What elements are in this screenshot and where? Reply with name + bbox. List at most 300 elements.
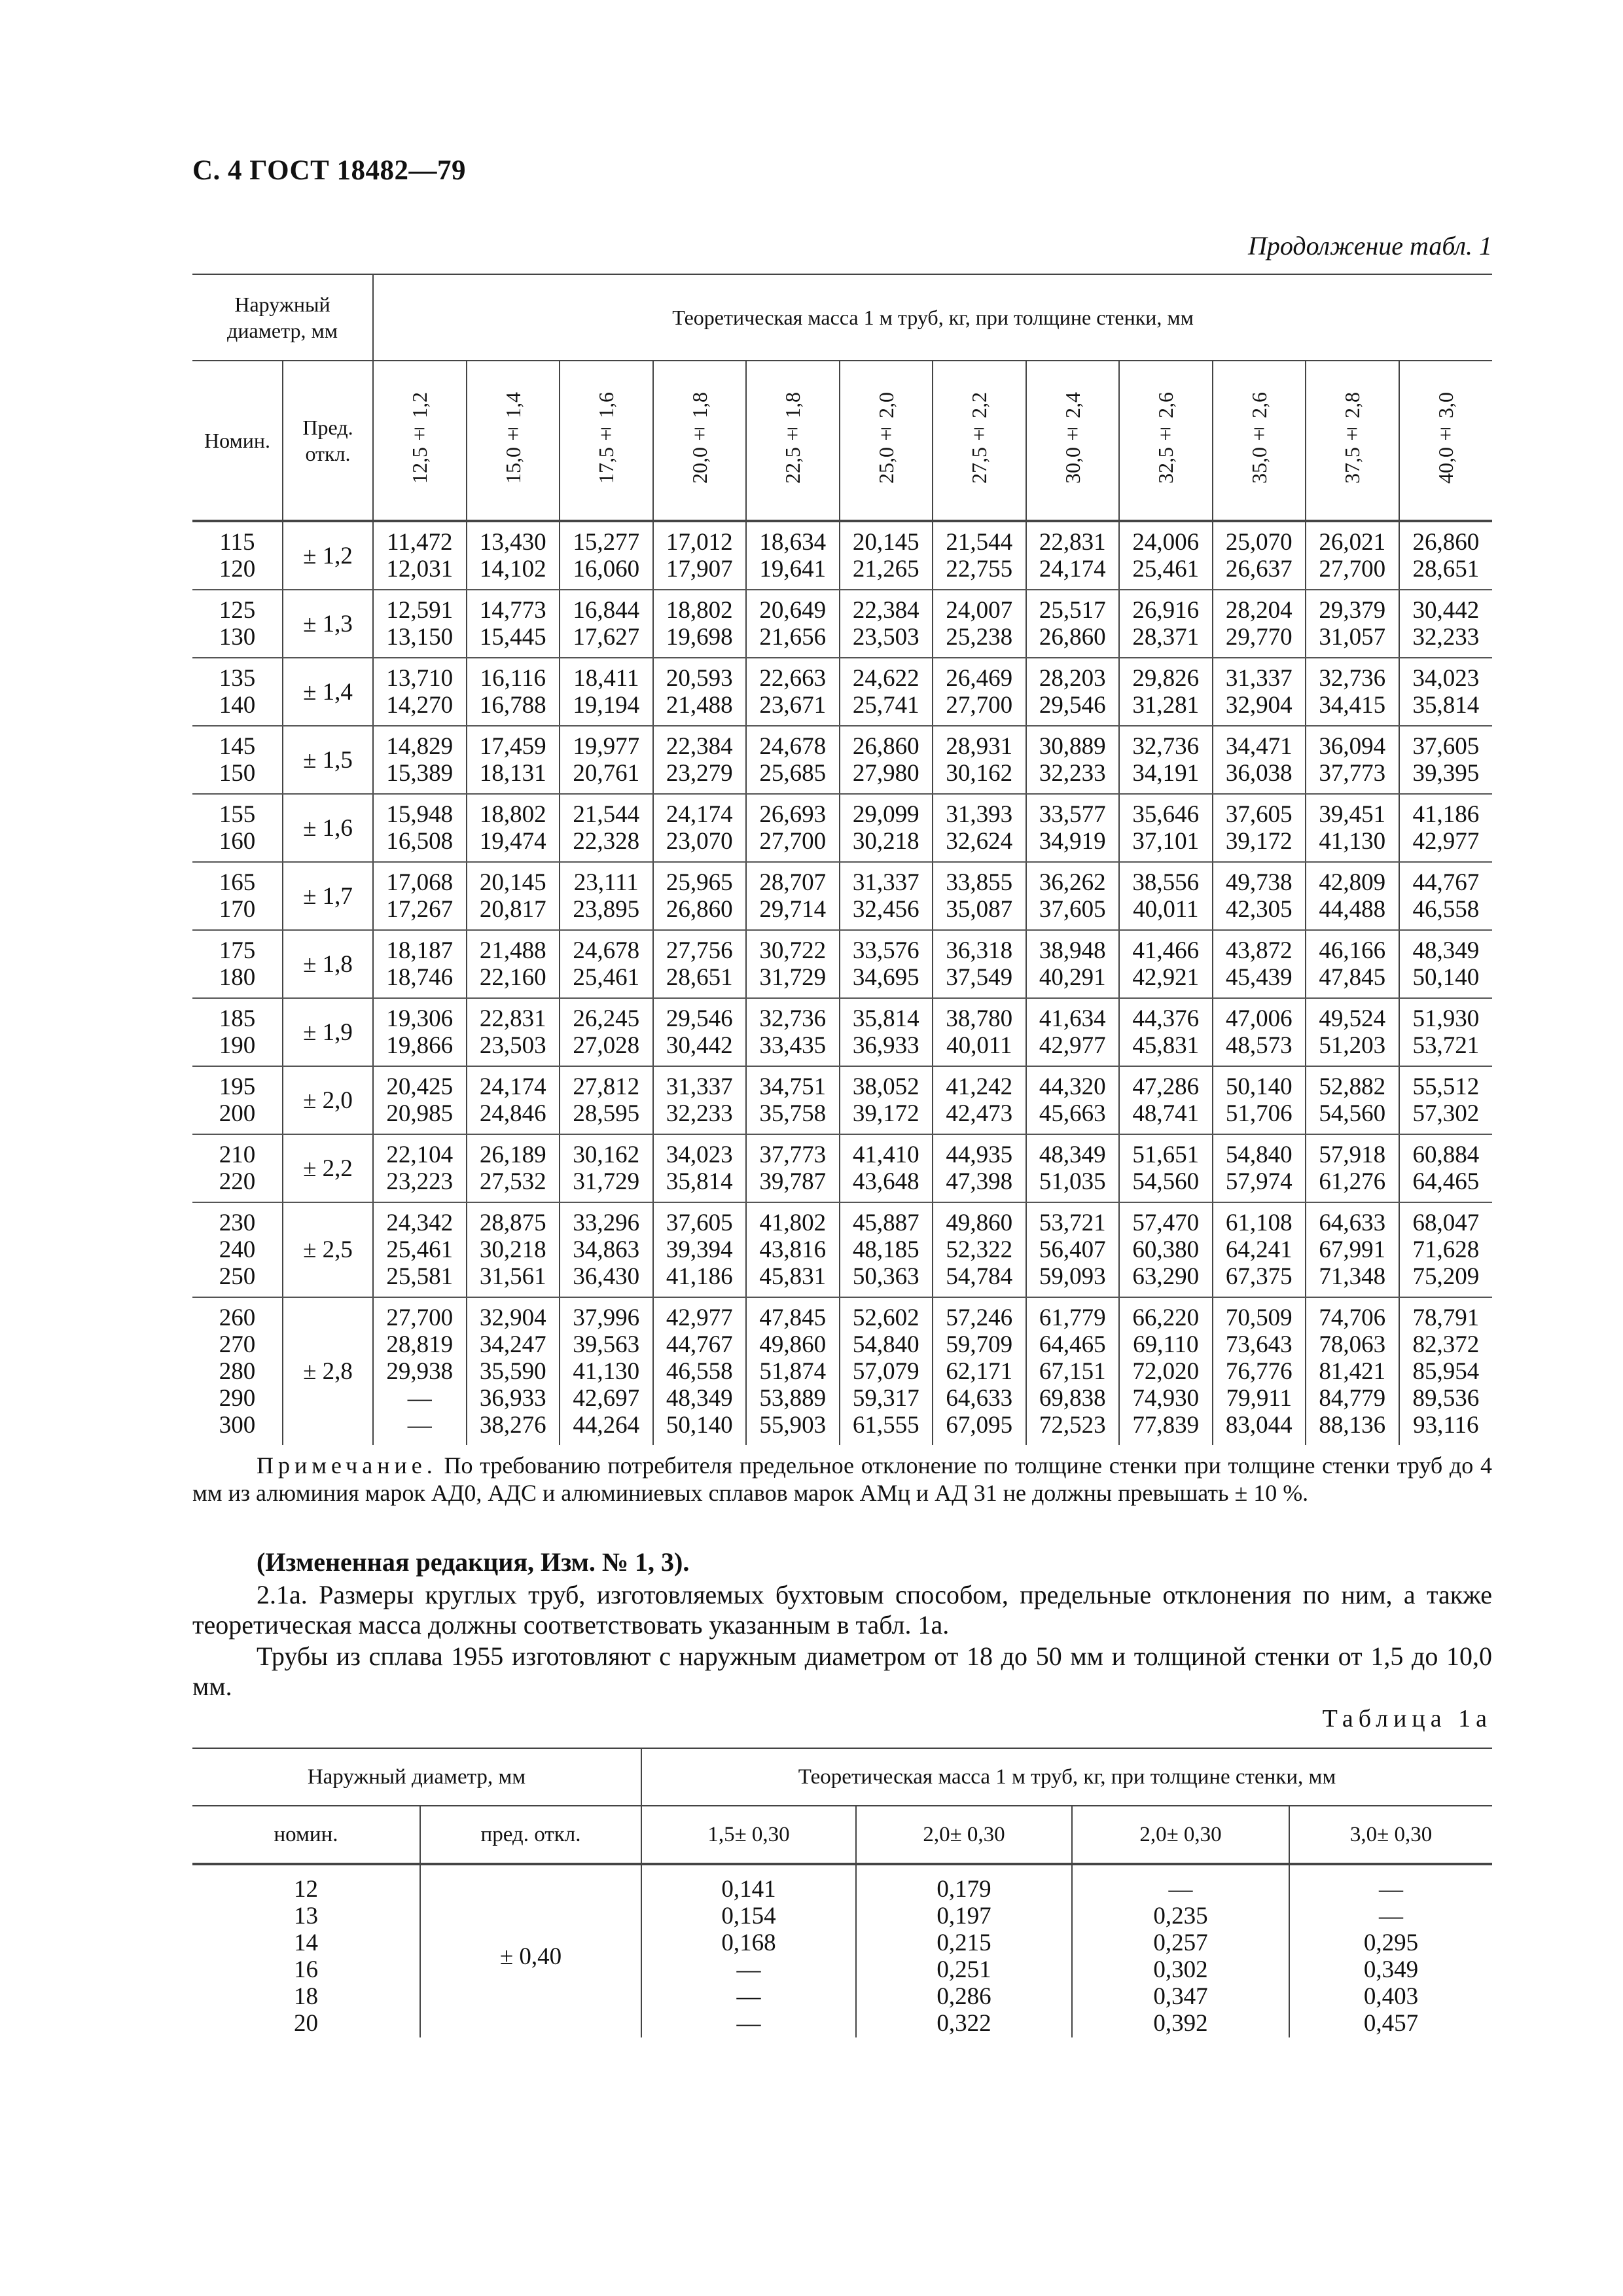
mass-cell-value: 28,595	[573, 1100, 640, 1127]
mass-cell-value: 25,685	[759, 760, 827, 787]
mass-cell-value: 25,461	[573, 964, 640, 991]
mass-cell	[653, 930, 747, 998]
mass-cell-value: 45,831	[1132, 1032, 1200, 1059]
thickness-header	[746, 361, 840, 521]
mass-cell	[1306, 1134, 1399, 1202]
mass-cell	[1306, 794, 1399, 862]
mass-cell-value: 13,150	[386, 624, 454, 651]
t1a-nominal-cell	[192, 1864, 420, 2037]
nominal-diameter-cell	[192, 1066, 283, 1134]
mass-cell-value: 18,411	[573, 665, 639, 692]
tolerance-cell: ± 1,9	[283, 998, 373, 1066]
mass-cell	[560, 726, 653, 794]
thickness-header-label: 12,5± 1,2	[408, 391, 432, 484]
mass-cell-value: 31,393	[946, 801, 1013, 828]
mass-cell-value: 18,746	[386, 964, 454, 991]
mass-cell-value: 22,755	[946, 556, 1013, 583]
mass-cell-value: 32,904	[479, 1304, 546, 1331]
t1a-col-nominal: номин.	[192, 1806, 420, 1864]
mass-cell-value: 23,070	[666, 828, 733, 855]
mass-cell-value: 16,116	[480, 665, 546, 692]
mass-cell-value: 53,721	[1039, 1210, 1106, 1236]
tolerance-cell: ± 1,5	[283, 726, 373, 794]
mass-cell-value: 19,977	[573, 733, 640, 760]
mass-cell-value: 33,577	[1039, 801, 1106, 828]
col-nominal: Номин.	[192, 361, 283, 521]
mass-cell	[467, 726, 560, 794]
nominal-diameter-cell-value: 200	[219, 1100, 256, 1127]
mass-cell	[467, 658, 560, 726]
mass-cell	[1213, 794, 1306, 862]
mass-cell-value: 30,218	[479, 1236, 546, 1263]
mass-cell-value: 64,241	[1225, 1236, 1293, 1263]
mass-cell	[373, 862, 467, 930]
mass-cell	[746, 726, 840, 794]
mass-cell	[467, 521, 560, 590]
mass-cell	[1119, 862, 1213, 930]
mass-cell-value: 74,706	[1319, 1304, 1386, 1331]
mass-cell-value: 23,671	[759, 692, 827, 719]
mass-cell-value: 47,286	[1132, 1073, 1200, 1100]
mass-cell-value: 35,646	[1132, 801, 1200, 828]
mass-cell	[1306, 1066, 1399, 1134]
mass-cell-value: 27,980	[852, 760, 919, 787]
mass-cell-value: 24,006	[1132, 529, 1200, 556]
mass-cell-value: 39,172	[1225, 828, 1293, 855]
nominal-diameter-cell-value: 115	[219, 529, 255, 556]
mass-cell-value: 23,895	[573, 896, 640, 923]
mass-cell	[1213, 1202, 1306, 1297]
mass-cell-value: 36,933	[479, 1385, 546, 1412]
t1a-mass-cell-value: 0,168	[721, 1929, 776, 1956]
mass-cell-value: 27,028	[573, 1032, 640, 1059]
mass-cell	[1399, 794, 1493, 862]
mass-cell	[840, 658, 933, 726]
thickness-header	[1213, 361, 1306, 521]
mass-cell-value: 52,322	[946, 1236, 1013, 1263]
mass-cell-value: 23,111	[573, 869, 639, 896]
mass-cell-value: —	[407, 1385, 432, 1412]
mass-cell-value: 44,488	[1319, 896, 1386, 923]
mass-cell	[653, 862, 747, 930]
mass-cell-value: 81,421	[1319, 1358, 1386, 1385]
t1a-mass-cell-value: 0,141	[721, 1876, 776, 1903]
mass-cell-value: 39,451	[1319, 801, 1386, 828]
thickness-header-label: 22,5± 1,8	[781, 391, 805, 484]
t1a-mass-cell	[641, 1864, 856, 2037]
mass-cell-value: 34,023	[1412, 665, 1480, 692]
nominal-diameter-cell-value: 300	[219, 1412, 256, 1439]
table-row	[192, 862, 1492, 930]
mass-cell-value: 42,977	[666, 1304, 733, 1331]
mass-cell-value: 26,637	[1225, 556, 1293, 583]
mass-cell-value: —	[407, 1412, 432, 1439]
tolerance-cell: ± 1,6	[283, 794, 373, 862]
mass-cell-value: 23,279	[666, 760, 733, 787]
mass-cell-value: 26,860	[1039, 624, 1106, 651]
nominal-diameter-cell-value: 160	[219, 828, 256, 855]
mass-cell-value: 72,523	[1039, 1412, 1106, 1439]
mass-cell-value: 33,576	[852, 937, 919, 964]
mass-cell	[746, 1134, 840, 1202]
nominal-diameter-cell	[192, 998, 283, 1066]
mass-cell-value: 24,174	[1039, 556, 1106, 583]
mass-cell-value: 69,110	[1133, 1331, 1199, 1358]
mass-cell	[1213, 658, 1306, 726]
mass-cell-value: 21,488	[666, 692, 733, 719]
table-row	[192, 998, 1492, 1066]
thickness-header-label: 37,5± 2,8	[1340, 391, 1364, 484]
mass-cell-value: 29,099	[852, 801, 919, 828]
mass-cell-value: 12,031	[386, 556, 454, 583]
mass-cell-value: 17,459	[479, 733, 546, 760]
mass-cell-value: 32,736	[1132, 733, 1200, 760]
mass-cell-value: 37,996	[573, 1304, 640, 1331]
mass-cell-value: 42,977	[1039, 1032, 1106, 1059]
mass-cell-value: 30,162	[573, 1141, 640, 1168]
mass-cell-value: 49,738	[1225, 869, 1293, 896]
mass-cell	[840, 862, 933, 930]
col-tolerance: Пред. откл.	[283, 361, 373, 521]
mass-cell-value: 47,845	[759, 1304, 827, 1331]
mass-cell-value: 51,874	[759, 1358, 827, 1385]
mass-cell-value: 27,700	[759, 828, 827, 855]
mass-cell-value: 31,337	[1225, 665, 1293, 692]
mass-cell-value: 30,889	[1039, 733, 1106, 760]
mass-cell-value: 57,470	[1132, 1210, 1200, 1236]
tolerance-cell: ± 1,3	[283, 590, 373, 658]
mass-cell-value: 41,242	[946, 1073, 1013, 1100]
thickness-header-label: 35,0± 2,6	[1247, 391, 1271, 484]
mass-cell-value: 83,044	[1225, 1412, 1293, 1439]
t1a-mass-cell-value: —	[736, 2010, 761, 2037]
table-row	[192, 521, 1492, 590]
tolerance-cell: ± 2,2	[283, 1134, 373, 1202]
thickness-header	[653, 361, 747, 521]
mass-cell-value: 13,710	[386, 665, 454, 692]
mass-cell-value: 26,021	[1319, 529, 1386, 556]
mass-cell-value: 40,011	[946, 1032, 1012, 1059]
mass-cell	[373, 521, 467, 590]
mass-cell-value: 18,131	[479, 760, 546, 787]
mass-cell-value: 37,605	[1412, 733, 1480, 760]
nominal-diameter-cell-value: 170	[219, 896, 256, 923]
mass-cell-value: 35,814	[1412, 692, 1480, 719]
mass-cell-value: 44,264	[573, 1412, 640, 1439]
mass-cell	[1306, 521, 1399, 590]
mass-cell	[840, 794, 933, 862]
mass-cell	[933, 1134, 1026, 1202]
mass-cell-value: 64,633	[946, 1385, 1013, 1412]
mass-cell-value: 33,296	[573, 1210, 640, 1236]
mass-cell-value: 18,187	[386, 937, 454, 964]
mass-cell	[1119, 658, 1213, 726]
mass-cell-value: 59,093	[1039, 1263, 1106, 1290]
mass-cell-value: 51,035	[1039, 1168, 1106, 1195]
mass-cell	[373, 1134, 467, 1202]
mass-cell-value: 29,770	[1225, 624, 1293, 651]
mass-cell	[746, 1297, 840, 1445]
mass-cell	[933, 590, 1026, 658]
mass-cell	[1119, 794, 1213, 862]
mass-cell-value: 61,779	[1039, 1304, 1106, 1331]
mass-cell	[653, 658, 747, 726]
mass-cell	[653, 726, 747, 794]
mass-cell-value: 44,320	[1039, 1073, 1106, 1100]
t1a-mass-cell-value: 0,197	[936, 1903, 991, 1929]
mass-cell-value: 53,889	[759, 1385, 827, 1412]
thickness-header-label: 40,0± 3,0	[1434, 391, 1458, 484]
mass-cell-value: 47,398	[946, 1168, 1013, 1195]
mass-cell-value: 82,372	[1412, 1331, 1480, 1358]
mass-cell-value: 32,736	[1319, 665, 1386, 692]
mass-cell	[1306, 930, 1399, 998]
mass-cell-value: 45,887	[852, 1210, 919, 1236]
nominal-diameter-cell-value: 185	[219, 1005, 256, 1032]
mass-cell-value: 29,546	[1039, 692, 1106, 719]
mass-cell	[1399, 1297, 1493, 1445]
nominal-diameter-cell-value: 125	[219, 597, 256, 624]
mass-cell	[933, 794, 1026, 862]
mass-cell	[1399, 658, 1493, 726]
mass-cell-value: 35,590	[479, 1358, 546, 1385]
nominal-diameter-cell-value: 130	[219, 624, 256, 651]
mass-cell	[560, 930, 653, 998]
mass-cell-value: 38,780	[946, 1005, 1013, 1032]
mass-cell-value: 25,965	[666, 869, 733, 896]
t1a-col-group-diameter: Наружный диаметр, мм	[192, 1748, 641, 1806]
mass-cell-value: 30,218	[852, 828, 919, 855]
t1a-mass-cell-value: 0,295	[1363, 1929, 1419, 1956]
amended-edition: (Измененная редакция, Изм. № 1, 3).	[257, 1547, 690, 1577]
mass-cell-value: 41,186	[1412, 801, 1480, 828]
mass-cell-value: 22,104	[386, 1141, 454, 1168]
mass-cell-value: 48,185	[852, 1236, 919, 1263]
t1a-mass-cell-value: 0,392	[1153, 2010, 1208, 2037]
mass-cell-value: 46,558	[666, 1358, 733, 1385]
mass-cell	[840, 590, 933, 658]
mass-cell	[653, 521, 747, 590]
mass-cell-value: 46,166	[1319, 937, 1386, 964]
mass-cell	[560, 998, 653, 1066]
mass-cell	[1213, 1134, 1306, 1202]
nominal-diameter-cell	[192, 658, 283, 726]
mass-cell-value: 27,812	[573, 1073, 640, 1100]
mass-cell-value: 38,052	[852, 1073, 919, 1100]
mass-cell	[840, 1066, 933, 1134]
mass-cell-value: 35,814	[666, 1168, 733, 1195]
mass-cell-value: 14,773	[479, 597, 546, 624]
mass-cell-value: 34,919	[1039, 828, 1106, 855]
mass-cell	[1119, 1297, 1213, 1445]
mass-cell-value: 28,819	[386, 1331, 454, 1358]
mass-cell-value: 31,337	[852, 869, 919, 896]
mass-cell	[653, 590, 747, 658]
nominal-diameter-cell-value: 150	[219, 760, 256, 787]
t1a-col-group-mass: Теоретическая масса 1 м труб, кг, при толщине стенки, мм	[641, 1748, 1492, 1806]
mass-cell-value: 15,277	[573, 529, 640, 556]
mass-cell-value: 20,985	[386, 1100, 454, 1127]
mass-cell-value: 56,407	[1039, 1236, 1106, 1263]
mass-cell-value: 23,503	[479, 1032, 546, 1059]
mass-cell-value: 26,860	[852, 733, 919, 760]
mass-cell	[373, 658, 467, 726]
mass-cell-value: 21,544	[946, 529, 1013, 556]
mass-cell-value: 20,425	[386, 1073, 454, 1100]
mass-cell	[746, 930, 840, 998]
thickness-header-label: 17,5± 1,6	[594, 391, 618, 484]
mass-cell-value: 29,826	[1132, 665, 1200, 692]
mass-cell	[560, 862, 653, 930]
mass-cell-value: 42,921	[1132, 964, 1200, 991]
mass-cell-value: 62,171	[946, 1358, 1013, 1385]
mass-cell	[1399, 930, 1493, 998]
mass-cell	[1213, 930, 1306, 998]
mass-cell	[373, 590, 467, 658]
mass-cell-value: 50,140	[1225, 1073, 1293, 1100]
mass-cell-value: 28,371	[1132, 624, 1200, 651]
mass-cell-value: 31,057	[1319, 624, 1386, 651]
mass-cell-value: 46,558	[1412, 896, 1480, 923]
mass-cell	[1026, 590, 1120, 658]
mass-cell-value: 14,270	[386, 692, 454, 719]
mass-cell-value: 78,063	[1319, 1331, 1386, 1358]
table-row	[192, 726, 1492, 794]
mass-cell-value: 34,023	[666, 1141, 733, 1168]
mass-cell-value: 42,977	[1412, 828, 1480, 855]
mass-cell-value: 20,145	[479, 869, 546, 896]
mass-cell	[1399, 1066, 1493, 1134]
mass-cell	[1213, 998, 1306, 1066]
mass-cell-value: 50,363	[852, 1263, 919, 1290]
mass-cell-value: 36,262	[1039, 869, 1106, 896]
mass-cell-value: 93,116	[1413, 1412, 1479, 1439]
mass-cell-value: 45,439	[1225, 964, 1293, 991]
mass-cell-value: 54,840	[852, 1331, 919, 1358]
mass-cell-value: 37,605	[1225, 801, 1293, 828]
mass-cell-value: 17,267	[386, 896, 454, 923]
mass-cell	[933, 998, 1026, 1066]
mass-cell-value: 70,509	[1225, 1304, 1293, 1331]
mass-cell-value: 26,860	[1412, 529, 1480, 556]
mass-cell-value: 26,245	[573, 1005, 640, 1032]
mass-cell-value: 44,767	[1412, 869, 1480, 896]
mass-cell-value: 39,395	[1412, 760, 1480, 787]
mass-cell	[1026, 1202, 1120, 1297]
mass-cell-value: 25,461	[386, 1236, 454, 1263]
mass-cell-value: 14,829	[386, 733, 454, 760]
t1a-mass-cell-value: 0,154	[721, 1903, 776, 1929]
mass-cell	[840, 1134, 933, 1202]
mass-cell	[467, 1297, 560, 1445]
mass-cell-value: 59,709	[946, 1331, 1013, 1358]
table-1a	[192, 1748, 1492, 2037]
mass-cell-value: 19,866	[386, 1032, 454, 1059]
paragraph-2-1a: 2.1а. Размеры круглых труб, изготовляемых бухтовым способом, предельные отклонения по ним, а также теоретическая масса должны соответствовать указанным в табл. 1а.	[192, 1580, 1492, 1640]
t1a-mass-cell	[856, 1864, 1072, 2037]
mass-cell-value: 24,007	[946, 597, 1013, 624]
mass-cell-value: 34,247	[479, 1331, 546, 1358]
t1a-col-tolerance: пред. откл.	[420, 1806, 641, 1864]
mass-cell-value: 20,145	[852, 529, 919, 556]
t1a-mass-cell-value: —	[1168, 1876, 1193, 1903]
mass-cell-value: 38,948	[1039, 937, 1106, 964]
mass-cell-value: 64,633	[1319, 1210, 1386, 1236]
t1a-mass-cell-value: —	[736, 1956, 761, 1983]
thickness-header	[1026, 361, 1120, 521]
mass-cell	[1119, 1202, 1213, 1297]
mass-cell-value: 49,860	[759, 1331, 827, 1358]
mass-cell	[746, 658, 840, 726]
mass-cell-value: 16,508	[386, 828, 454, 855]
mass-cell	[373, 1202, 467, 1297]
mass-cell	[560, 1297, 653, 1445]
mass-cell-value: 19,474	[479, 828, 546, 855]
thickness-header-label: 30,0± 2,4	[1060, 391, 1084, 484]
mass-cell-value: 34,695	[852, 964, 919, 991]
mass-cell-value: 24,342	[386, 1210, 454, 1236]
col-group-mass: Теоретическая масса 1 м труб, кг, при толщине стенки, мм	[373, 274, 1492, 361]
mass-cell-value: 21,544	[573, 801, 640, 828]
mass-cell-value: 27,532	[479, 1168, 546, 1195]
nominal-diameter-cell-value: 290	[219, 1385, 256, 1412]
mass-cell	[560, 658, 653, 726]
nominal-diameter-cell-value: 140	[219, 692, 256, 719]
mass-cell-value: 32,233	[1039, 760, 1106, 787]
thickness-header-label: 27,5± 2,2	[967, 391, 991, 484]
mass-cell-value: 44,376	[1132, 1005, 1200, 1032]
mass-cell	[653, 1134, 747, 1202]
mass-cell-value: 49,860	[946, 1210, 1013, 1236]
thickness-header-label: 32,5± 2,6	[1154, 391, 1178, 484]
mass-cell	[1306, 590, 1399, 658]
mass-cell-value: 31,337	[666, 1073, 733, 1100]
mass-cell-value: 63,290	[1132, 1263, 1200, 1290]
mass-cell	[933, 726, 1026, 794]
thickness-header-label: 20,0± 1,8	[687, 391, 711, 484]
mass-cell	[1026, 794, 1120, 862]
mass-cell	[373, 998, 467, 1066]
mass-cell-value: 37,549	[946, 964, 1013, 991]
mass-cell-value: 50,140	[1412, 964, 1480, 991]
mass-cell-value: 25,581	[386, 1263, 454, 1290]
mass-cell	[560, 521, 653, 590]
mass-cell-value: 39,394	[666, 1236, 733, 1263]
mass-cell-value: 12,591	[386, 597, 454, 624]
mass-cell	[467, 1134, 560, 1202]
thickness-header-label: 15,0± 1,4	[501, 391, 525, 484]
mass-cell-value: 42,697	[573, 1385, 640, 1412]
tolerance-cell: ± 1,8	[283, 930, 373, 998]
mass-cell	[1399, 1134, 1493, 1202]
mass-cell-value: 30,442	[666, 1032, 733, 1059]
t1a-nominal-cell-value: 14	[294, 1929, 318, 1956]
mass-cell-value: 37,101	[1132, 828, 1200, 855]
mass-cell-value: 43,872	[1225, 937, 1293, 964]
t1a-nominal-cell-value: 18	[294, 1983, 318, 2010]
mass-cell-value: 47,845	[1319, 964, 1386, 991]
table-row	[192, 590, 1492, 658]
nominal-diameter-cell-value: 190	[219, 1032, 256, 1059]
mass-cell	[467, 1202, 560, 1297]
mass-cell-value: 29,379	[1319, 597, 1386, 624]
t1a-mass-cell	[1072, 1864, 1289, 2037]
thickness-header	[840, 361, 933, 521]
mass-cell	[1026, 521, 1120, 590]
mass-cell	[1399, 998, 1493, 1066]
mass-cell	[1119, 1066, 1213, 1134]
mass-cell-value: 54,784	[946, 1263, 1013, 1290]
